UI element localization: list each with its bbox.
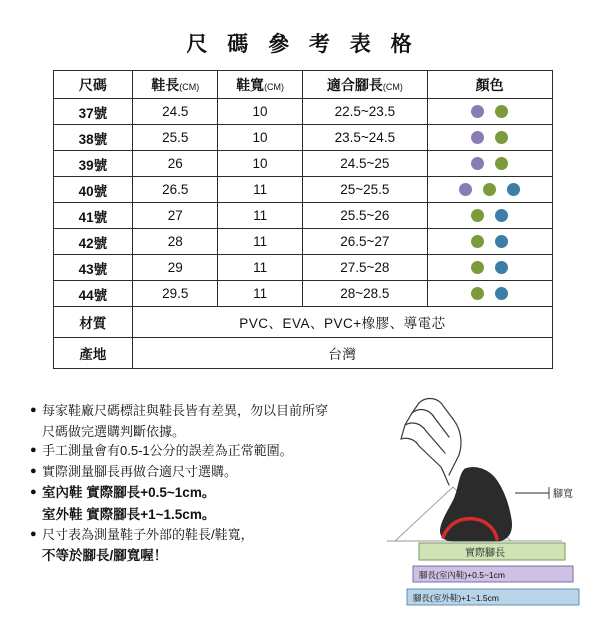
color-dot xyxy=(471,261,484,274)
indoor-formula: 實際腳長+0.5~1cm xyxy=(86,485,202,500)
cell-colors xyxy=(427,229,552,255)
cell-shoe-width: 11 xyxy=(218,177,303,203)
cell-shoe-length: 27 xyxy=(133,203,218,229)
color-dot xyxy=(471,209,484,222)
cell-colors xyxy=(427,125,552,151)
table-row xyxy=(53,125,552,151)
cell-colors xyxy=(427,177,552,203)
cell-colors xyxy=(427,151,552,177)
cell-shoe-length: 29 xyxy=(133,255,218,281)
cell-foot-length: 23.5~24.5 xyxy=(302,125,427,151)
color-dot xyxy=(471,131,484,144)
cell-size: 43號 xyxy=(53,255,133,281)
indoor-length-label: 腳長(室內鞋)+0.5~1cm xyxy=(419,570,505,580)
color-dot xyxy=(471,235,484,248)
bullet-icon: ● xyxy=(30,486,37,498)
note-text-indoor xyxy=(42,483,375,503)
color-dot xyxy=(495,287,508,300)
color-dot xyxy=(495,209,508,222)
page-title: 尺 碼 參 考 表 格 xyxy=(186,33,419,56)
cell-origin-label: 產地 xyxy=(53,338,133,369)
cell-size: 38號 xyxy=(53,125,133,151)
size-table xyxy=(53,70,553,369)
cell-material-label: 材質 xyxy=(53,307,133,338)
color-dot xyxy=(495,157,508,170)
bullet-icon: ● xyxy=(30,465,37,477)
bullet-icon: ● xyxy=(30,528,37,540)
color-dot xyxy=(471,105,484,118)
cell-shoe-width: 10 xyxy=(218,99,303,125)
cell-shoe-length: 25.5 xyxy=(133,125,218,151)
foot-measure-diagram xyxy=(357,391,597,616)
note-text-last: 尺寸表為測量鞋子外部的鞋長/鞋寬， xyxy=(42,527,254,542)
indoor-length-bar xyxy=(413,566,573,582)
color-dot xyxy=(483,183,496,196)
outdoor-label: 室外鞋 xyxy=(42,507,83,522)
column-header-shoe-length: 鞋長(CM) xyxy=(133,71,218,99)
table-row xyxy=(53,229,552,255)
color-dots xyxy=(428,99,552,124)
cell-foot-length: 26.5~27 xyxy=(302,229,427,255)
cell-shoe-width: 11 xyxy=(218,281,303,307)
note-item-outdoor xyxy=(30,505,375,525)
cell-foot-length: 27.5~28 xyxy=(302,255,427,281)
column-header-size: 尺碼 xyxy=(53,71,133,99)
cell-foot-length: 25.5~26 xyxy=(302,203,427,229)
cell-foot-length: 22.5~23.5 xyxy=(302,99,427,125)
color-dot xyxy=(471,287,484,300)
cell-colors xyxy=(427,255,552,281)
color-dot xyxy=(507,183,520,196)
table-row xyxy=(53,255,552,281)
cell-size: 42號 xyxy=(53,229,133,255)
cell-foot-length: 24.5~25 xyxy=(302,151,427,177)
hand-icon xyxy=(401,399,461,486)
color-dot xyxy=(471,157,484,170)
cell-shoe-width: 11 xyxy=(218,229,303,255)
table-row xyxy=(53,203,552,229)
size-table-container xyxy=(53,70,553,369)
note-item-indoor xyxy=(30,483,375,503)
color-dots xyxy=(428,229,552,254)
bullet-icon: ● xyxy=(30,444,37,456)
color-dot xyxy=(495,235,508,248)
note-text: 實際測量腳長再做合適尺寸選購。 xyxy=(42,464,238,479)
color-dots xyxy=(428,255,552,280)
indoor-period: 。 xyxy=(201,485,216,500)
cell-shoe-width: 10 xyxy=(218,151,303,177)
cell-shoe-length: 24.5 xyxy=(133,99,218,125)
column-header-color: 顏色 xyxy=(427,71,552,99)
foot-silhouette xyxy=(441,468,512,542)
cell-colors xyxy=(427,99,552,125)
color-dots xyxy=(428,281,552,306)
color-dots xyxy=(428,125,552,150)
table-row xyxy=(53,281,552,307)
table-row xyxy=(53,99,552,125)
table-row xyxy=(53,177,552,203)
cell-size: 39號 xyxy=(53,151,133,177)
outdoor-formula: 實際腳長+1~1.5cm xyxy=(86,507,202,522)
table-header-row xyxy=(53,71,552,99)
column-header-shoe-width: 鞋寬(CM) xyxy=(218,71,303,99)
color-dot xyxy=(459,183,472,196)
cell-foot-length: 28~28.5 xyxy=(302,281,427,307)
cell-shoe-length: 28 xyxy=(133,229,218,255)
note-item-last xyxy=(30,525,375,544)
cell-shoe-length: 29.5 xyxy=(133,281,218,307)
notes-list xyxy=(30,401,375,566)
column-header-foot-length: 適合腳長(CM) xyxy=(302,71,427,99)
foot-width-indicator xyxy=(515,487,573,500)
table-row-material xyxy=(53,307,552,338)
note-subtext: 尺碼做完選購判斷依據。 xyxy=(42,424,186,439)
lower-section xyxy=(0,391,605,621)
table-row xyxy=(53,151,552,177)
color-dots xyxy=(428,177,552,202)
cell-foot-length: 25~25.5 xyxy=(302,177,427,203)
actual-foot-length-bar xyxy=(419,543,565,560)
note-text: 手工測量會有0.5-1公分的誤差為正常範圍。 xyxy=(42,443,293,458)
note-text-emphasis: 不等於腳長/腳寬喔！ xyxy=(42,548,168,563)
note-item xyxy=(30,401,375,420)
cell-material-value: PVC、EVA、PVC+橡膠、導電芯 xyxy=(133,307,552,338)
foot-width-label: 腳寬 xyxy=(553,489,573,500)
outdoor-period: 。 xyxy=(201,507,216,522)
outdoor-length-bar xyxy=(407,589,579,605)
indoor-label: 室內鞋 xyxy=(42,485,83,500)
table-row-origin xyxy=(53,338,552,369)
color-dots xyxy=(428,151,552,176)
cell-size: 37號 xyxy=(53,99,133,125)
cell-colors xyxy=(427,281,552,307)
cell-shoe-width: 11 xyxy=(218,203,303,229)
color-dot xyxy=(495,131,508,144)
cell-shoe-width: 10 xyxy=(218,125,303,151)
note-text: 每家鞋廠尺碼標註與鞋長皆有差異，勿以目前所穿 xyxy=(42,403,329,418)
size-table-body xyxy=(53,99,552,369)
cell-shoe-width: 11 xyxy=(218,255,303,281)
note-item xyxy=(30,462,375,481)
color-dot xyxy=(495,261,508,274)
cell-size: 41號 xyxy=(53,203,133,229)
note-item xyxy=(30,441,375,460)
bullet-icon: ● xyxy=(30,404,37,416)
cell-size: 44號 xyxy=(53,281,133,307)
cell-colors xyxy=(427,203,552,229)
cell-shoe-length: 26.5 xyxy=(133,177,218,203)
color-dots xyxy=(428,203,552,228)
cell-shoe-length: 26 xyxy=(133,151,218,177)
cell-origin-value: 台灣 xyxy=(133,338,552,369)
color-dot xyxy=(495,105,508,118)
actual-foot-length-label: 實際腳長 xyxy=(465,548,505,559)
outdoor-length-label: 腳長(室外鞋)+1~1.5cm xyxy=(413,593,499,603)
cell-size: 40號 xyxy=(53,177,133,203)
